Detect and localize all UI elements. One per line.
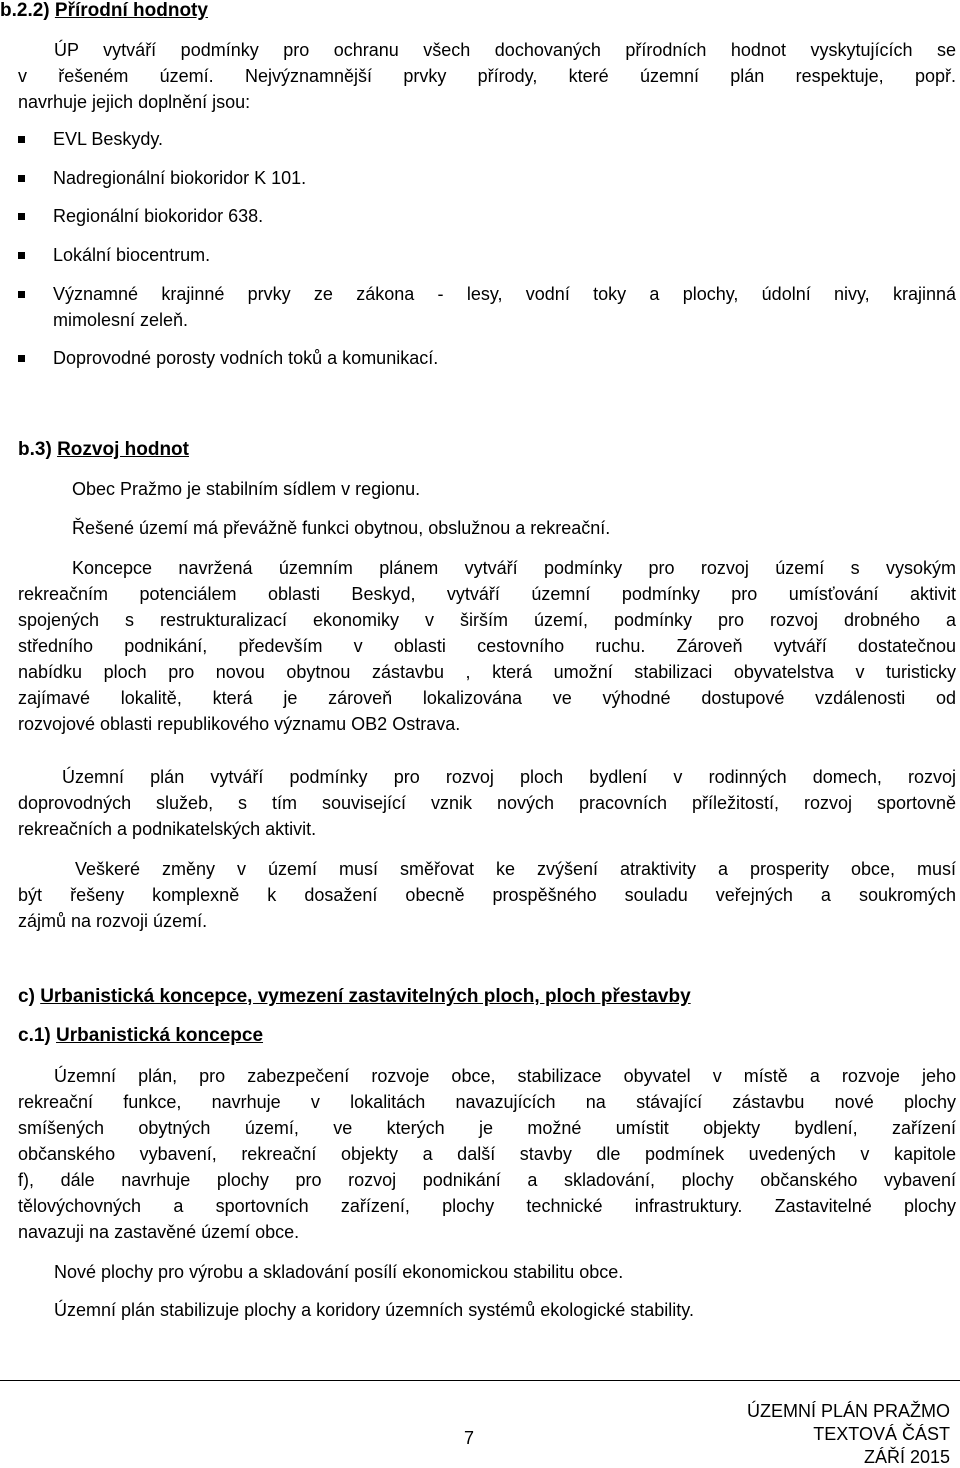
paragraph-line: ÚP vytváří podmínky pro ochranu všech dochovaných přírodních hodnot vyskytujících se: [54, 40, 956, 60]
section-title: Urbanistická koncepce: [56, 1025, 264, 1046]
paragraph-line: Veškeré změny v území musí směřovat ke zvýšení atraktivity a prosperity obce, musí: [75, 859, 956, 879]
paragraph-line: středního podnikání, především v oblasti cestovního ruchu. Zároveň vytváří dostatečnou: [18, 636, 956, 656]
section-heading-b3: [18, 439, 189, 461]
paragraph-line: doprovodných služeb, s tím související vznik nových pracovních příležitostí, rozvoj sportovně: [18, 793, 956, 813]
bullet-square-icon: [18, 291, 25, 298]
page-number: 7: [464, 1428, 475, 1448]
paragraph-line: rekreačních a podnikatelských aktivit.: [18, 819, 317, 839]
footer-divider: [0, 1380, 960, 1381]
section-heading-c1: [18, 1025, 263, 1047]
bullet-square-icon: [18, 252, 25, 259]
paragraph-line: spojených s restrukturalizací ekonomiky v širším území, podmínky pro rozvoj drobného a: [18, 610, 956, 630]
paragraph-line: rozvojové oblasti republikového významu OB2 Ostrava.: [18, 714, 461, 734]
section-title: Rozvoj hodnot: [57, 439, 189, 460]
paragraph-line: rekreačním potenciálem oblasti Beskyd, vytváří územní podmínky pro umísťování aktivit: [18, 584, 956, 604]
paragraph-line: navrhuje jejich doplnění jsou:: [18, 92, 251, 112]
paragraph-line: nabídku ploch pro novou obytnou zástavbu , která umožní stabilizaci obyvatelstva v turisticky: [18, 662, 956, 682]
footer-date: ZÁŘÍ 2015: [863, 1447, 950, 1467]
paragraph-line: být řešeny komplexně k dosažení obecně prospěšného souladu veřejných a soukromých: [18, 885, 956, 905]
paragraph-line: Koncepce navržená územním plánem vytváří podmínky pro rozvoj území s vysokým: [72, 558, 956, 578]
paragraph-line: zajímavé lokalitě, která je zároveň lokalizována ve výhodné dostupové vzdálenosti od: [18, 688, 956, 708]
paragraph-line: smíšených obytných území, ve kterých je možné umístit objekty bydlení, zařízení: [18, 1118, 956, 1138]
paragraph-line: tělovýchovných a sportovních zařízení, plochy technické infrastruktury. Zastavitelné plochy: [18, 1196, 956, 1216]
paragraph-line: zájmů na rozvoji území.: [18, 911, 208, 931]
paragraph-line: navazuji na zastavěné území obce.: [18, 1222, 300, 1242]
paragraph-line: Obec Pražmo je stabilním sídlem v regionu.: [72, 479, 421, 499]
section-number: c): [18, 986, 35, 1007]
paragraph-line: Nové plochy pro výrobu a skladování posílí ekonomickou stabilitu obce.: [54, 1262, 624, 1282]
section-number: b.2.2): [0, 0, 50, 21]
paragraph-line: Řešené území má převážně funkci obytnou, obslužnou a rekreační.: [72, 518, 611, 538]
paragraph-line: f), dále navrhuje plochy pro rozvoj podnikání a skladování, plochy občanského vybavení: [18, 1170, 956, 1190]
bullet-square-icon: [18, 136, 25, 143]
footer-doc-title: ÚZEMNÍ PLÁN PRAŽMO: [746, 1401, 950, 1421]
paragraph-line: Územní plán vytváří podmínky pro rozvoj ploch bydlení v rodinných domech, rozvoj: [62, 767, 956, 787]
footer-doc-part: TEXTOVÁ ČÁST: [813, 1424, 950, 1444]
list-item-continuation: mimolesní zeleň.: [53, 310, 189, 330]
section-title: Přírodní hodnoty: [54, 0, 208, 21]
paragraph-line: rekreační funkce, navrhuje v lokalitách navazujících na stávající zástavbu nové plochy: [18, 1092, 956, 1112]
section-heading-b22: [0, 0, 208, 22]
bullet-square-icon: [18, 175, 25, 182]
bullet-square-icon: [18, 213, 25, 220]
section-number: c.1): [18, 1025, 51, 1046]
section-title: Urbanistická koncepce, vymezení zastavitelných ploch, ploch přestavby: [40, 986, 691, 1007]
paragraph-line: Územní plán stabilizuje plochy a koridory územních systémů ekologické stability.: [54, 1300, 694, 1320]
bullet-square-icon: [18, 355, 25, 362]
paragraph-line: v řešeném území. Nejvýznamnější prvky přírody, které územní plán respektuje, popř.: [18, 66, 956, 86]
section-number: b.3): [18, 439, 52, 460]
paragraph-line: Územní plán, pro zabezpečení rozvoje obce, stabilizace obyvatel v místě a rozvoje jeho: [54, 1066, 956, 1086]
paragraph-line: občanského vybavení, rekreační objekty a další stavby dle podmínek uvedených v kapitole: [18, 1144, 956, 1164]
section-heading-c: [18, 986, 691, 1008]
